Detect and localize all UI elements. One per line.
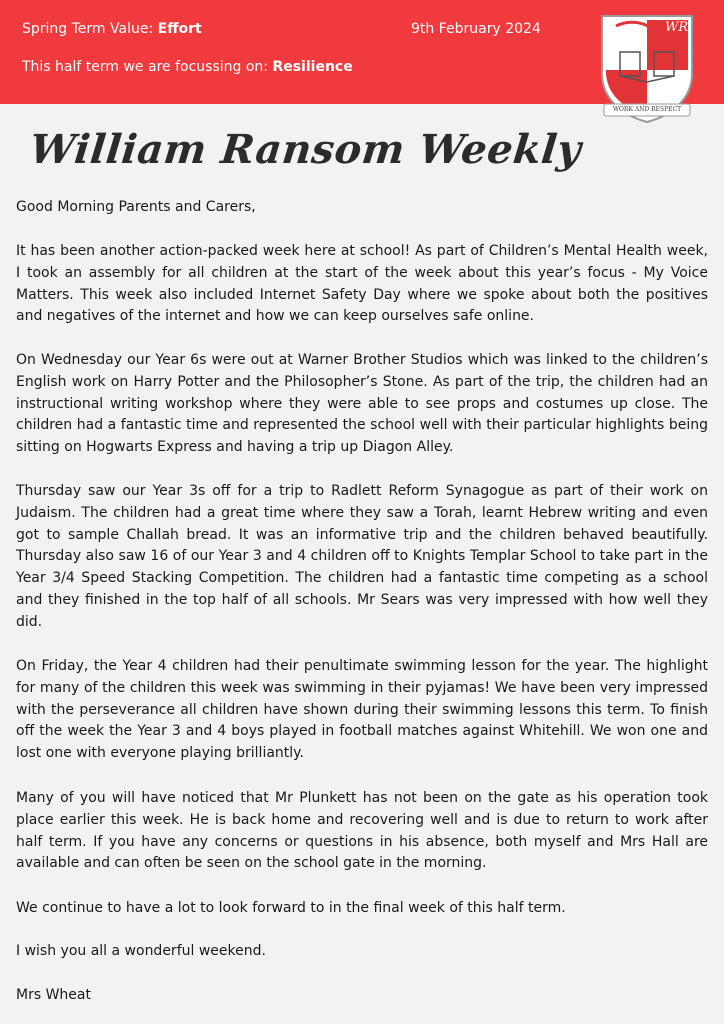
paragraph-mental-health: It has been another action-packed week here at school! As part of Children’s Mental Health week, I took an assembly for all children at the start of the week about this year’s focus - My Voice Matters. This week also included Internet Safety Day where we spoke about both the positives and negatives of the internet and how we can keep ourselves safe online. [16,243,708,325]
paragraph-mr-plunkett: Many of you will have noticed that Mr Plunkett has not been on the gate as his operation took place earlier this week. He is back home and recovering well and is due to return to work after half term. If you have any concerns or questions in his absence, both myself and Mrs Hall are available and can often be seen on the school gate in the morning. [16,790,708,872]
newsletter-masthead: William Ransom Weekly [27,126,584,173]
signature: Mrs Wheat [16,987,91,1003]
greeting: Good Morning Parents and Carers, [16,199,256,215]
paragraph-year3-trip: Thursday saw our Year 3s off for a trip to Radlett Reform Synagogue as part of their work on Judaism. The children had a great time where they saw a Torah, learnt Hebrew writing and even got to sample Challah bread. It was an informative trip and the children behaved beautifully. Thursday also saw 16 of our Year 3 and 4 children off to Knights Templar School to take part in the Year 3/4 Speed Stacking Competition. The children had a fantastic time competing as a school and they finished in the top half of all schools. Mr Sears was very impressed with how well they did. [16,483,708,630]
focus-value: Resilience [272,59,353,75]
paragraph-look-forward: We continue to have a lot to look forward to in the final week of this half term. [16,900,566,916]
paragraph-weekend: I wish you all a wonderful weekend. [16,943,266,959]
paragraph-swimming: On Friday, the Year 4 children had their penultimate swimming lesson for the year. The highlight for many of the children this week was swimming in their pyjamas! We have been very impressed with the perseverance all children have shown during their swimming lessons this term. To finish off the week the Year 3 and 4 boys played in football matches against Whitehill. We won one and lost one with everyone playing brilliantly. [16,658,708,762]
focus-line [22,59,353,75]
term-value-line [22,21,202,37]
newsletter-date: 9th February 2024 [411,21,541,37]
focus-label: This half term we are focussing on: [22,59,273,75]
term-value-label: Spring Term Value: [22,21,158,37]
crest-motto: WORK AND RESPECT [612,106,682,113]
paragraph-year6-trip: On Wednesday our Year 6s were out at Warner Brother Studios which was linked to the children’s English work on Harry Potter and the Philosopher’s Stone. As part of the trip, the children had an instructional writing workshop where they were able to see props and costumes up close. The children had a fantastic time and represented the school well with their particular highlights being sitting on Hogwarts Express and having a trip up Diagon Alley. [16,352,708,456]
crest-initials: WR [665,20,689,35]
term-value: Effort [157,21,202,37]
